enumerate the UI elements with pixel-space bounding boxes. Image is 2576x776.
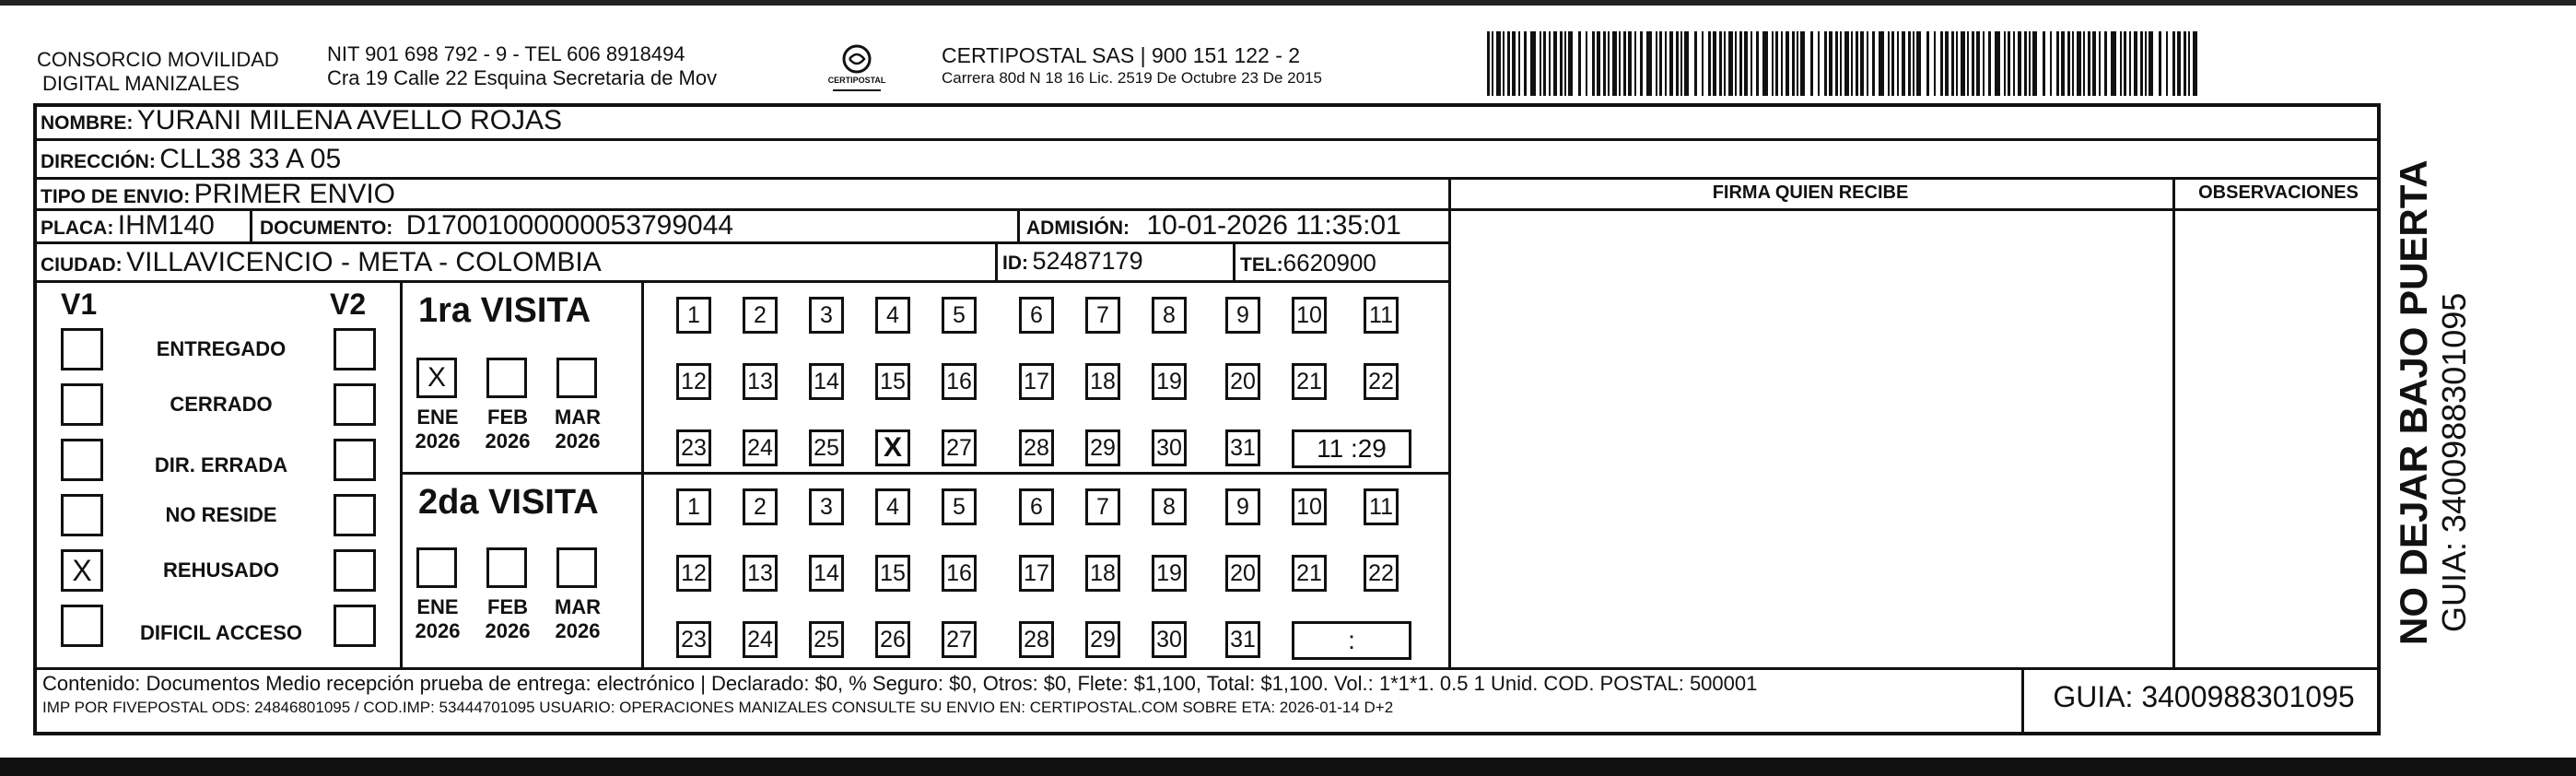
barcode-bar (1891, 31, 1894, 96)
barcode-bar (2124, 31, 2126, 96)
barcode-bar (1512, 31, 1516, 96)
nombre-label: NOMBRE: (41, 112, 134, 134)
company-line1: CONSORCIO MOVILIDAD (37, 48, 279, 71)
v2-checkbox[interactable] (334, 439, 376, 481)
col-line-months (641, 280, 644, 667)
footer-content (42, 671, 2014, 719)
second-visit-day[interactable]: 1 (676, 488, 711, 525)
second-visit-day[interactable]: 9 (1225, 488, 1260, 525)
col-line-admision (1017, 208, 1020, 241)
barcode-bar (1684, 31, 1689, 96)
barcode-bar (1772, 31, 1774, 96)
ciudad-label: CIUDAD: (41, 254, 123, 276)
first-visit-title: 1ra VISITA (418, 291, 591, 330)
barcode-bar (1553, 31, 1557, 96)
barcode-bar (1503, 31, 1505, 96)
first-visit-day[interactable]: 21 (1292, 363, 1327, 400)
second-visit-day[interactable]: 8 (1152, 488, 1187, 525)
second-visit-day[interactable]: 3 (809, 488, 844, 525)
barcode-bar (1792, 31, 1795, 96)
direccion-value: CLL38 33 A 05 (159, 144, 342, 174)
direccion-label: DIRECCIÓN: (41, 151, 156, 172)
barcode-bar (2129, 31, 2131, 96)
barcode-bar (1844, 31, 1849, 96)
v2-checkbox[interactable] (334, 494, 376, 536)
first-visit-day[interactable]: 15 (875, 363, 910, 400)
barcode-bar (1623, 31, 1626, 96)
second-visit-day[interactable]: 17 (1019, 555, 1054, 592)
tipo-envio-label: TIPO DE ENVIO: (41, 186, 191, 207)
second-visit-day[interactable]: 4 (875, 488, 910, 525)
second-visit-title: 2da VISITA (418, 483, 599, 522)
first-visit-month-name: MAR (554, 406, 602, 429)
row-line-header-right (1448, 208, 2381, 211)
first-visit-day[interactable]: 19 (1152, 363, 1187, 400)
second-visit-day[interactable]: 18 (1085, 555, 1120, 592)
barcode-bar (1976, 31, 1980, 96)
v1-checkbox[interactable] (61, 494, 103, 536)
barcode-bar (1728, 31, 1733, 96)
barcode-bar (2172, 31, 2175, 96)
first-visit-month-name: FEB (487, 406, 528, 429)
barcode-bar (2140, 31, 2143, 96)
barcode-bar (1492, 31, 1493, 96)
barcode-bar (1669, 31, 1673, 96)
footer-guia: GUIA: 3400988301095 (2053, 680, 2355, 713)
barcode-bar (2177, 31, 2181, 96)
status-label: CERRADO (170, 393, 273, 416)
first-visit-day[interactable]: 18 (1085, 363, 1120, 400)
barcode-bar (1940, 31, 1943, 96)
barcode-bar (1818, 31, 1820, 96)
second-visit-month-year: 2026 (415, 619, 461, 642)
documento-label: DOCUMENTO: (260, 218, 393, 239)
barcode-bar (1961, 31, 1965, 96)
barcode-bar (1888, 31, 1890, 96)
barcode-bar (1603, 31, 1606, 96)
admision-value: 10-01-2026 11:35:01 (1146, 210, 1401, 241)
barcode-bar (1487, 31, 1490, 96)
tipo-envio-value: PRIMER ENVIO (193, 179, 396, 209)
barcode-bar (1646, 31, 1652, 96)
barcode-bar (1507, 31, 1510, 96)
v2-checkbox[interactable] (334, 605, 376, 647)
barcode-bar (2184, 31, 2186, 96)
row-line-5 (33, 280, 1448, 283)
barcode-bar (2193, 31, 2197, 96)
barcode-bar (1835, 31, 1838, 96)
barcode-bar (1908, 31, 1911, 96)
first-visit-day[interactable]: 25 (809, 429, 844, 466)
barcode-bar (2061, 31, 2065, 96)
tel-cell (1240, 249, 1376, 277)
barcode-bar (1995, 31, 2000, 96)
second-visit-day[interactable]: 2 (743, 488, 778, 525)
observaciones-header: OBSERVACIONES (2198, 182, 2359, 203)
first-visit-day[interactable]: 13 (743, 363, 778, 400)
first-visit-day[interactable]: 24 (743, 429, 778, 466)
barcode-bar (1578, 31, 1581, 96)
barcode-bar (2008, 31, 2010, 96)
documento-cell (260, 210, 733, 241)
row-line-4 (33, 241, 1448, 244)
first-visit-day[interactable]: 5 (942, 297, 977, 334)
second-visit-day[interactable]: 15 (875, 555, 910, 592)
first-visit-month-year: 2026 (415, 429, 461, 453)
first-visit-day[interactable]: 28 (1019, 429, 1054, 466)
barcode-bar (2056, 31, 2059, 96)
barcode-bar (1739, 31, 1742, 96)
second-visit-month-checkbox[interactable] (486, 547, 527, 588)
barcode-bar (1781, 31, 1783, 96)
col-line-status (400, 280, 403, 667)
status-label: DIR. ERRADA (154, 453, 288, 476)
second-visit-day[interactable]: 23 (676, 621, 711, 658)
barcode-bar (1762, 31, 1768, 96)
barcode-bar (1719, 31, 1722, 96)
v1-checkbox[interactable] (61, 383, 103, 426)
barcode-bar (2166, 31, 2168, 96)
second-visit-day[interactable]: 6 (1019, 488, 1054, 525)
barcode-bar (1824, 31, 1827, 96)
barcode-bar (2099, 31, 2101, 96)
barcode-bar (1568, 31, 1573, 96)
first-visit-day[interactable]: 30 (1152, 429, 1187, 466)
status-label: DIFICIL ACCESO (139, 621, 302, 644)
first-visit-month-year: 2026 (485, 429, 531, 453)
tel-value: 6620900 (1282, 249, 1376, 276)
barcode-bar (1800, 31, 1805, 96)
nombre-value: YURANI MILENA AVELLO ROJAS (136, 105, 563, 135)
barcode-bar (1867, 31, 1868, 96)
first-visit-day[interactable]: 23 (676, 429, 711, 466)
second-visit-day[interactable]: 7 (1085, 488, 1120, 525)
barcode-bar (2083, 31, 2085, 96)
second-visit-day[interactable]: 28 (1019, 621, 1054, 658)
first-visit-day[interactable]: 10 (1292, 297, 1327, 334)
barcode-bar (2029, 31, 2031, 96)
barcode-bar (1829, 31, 1832, 96)
admision-cell (1026, 210, 1401, 241)
second-visit-day[interactable]: 10 (1292, 488, 1327, 525)
barcode-bar (1945, 31, 1949, 96)
barcode-bar (1619, 31, 1621, 96)
first-visit-day[interactable]: 12 (676, 363, 711, 400)
courier-info (942, 42, 1322, 88)
barcode-bar (1676, 31, 1679, 96)
barcode-bar (1549, 31, 1551, 96)
second-visit-day[interactable]: 21 (1292, 555, 1327, 592)
nit-line1: NIT 901 698 792 - 9 - TEL 606 8918494 (327, 42, 685, 65)
barcode-bar (1560, 31, 1563, 96)
col-line-guia-footer (2021, 667, 2024, 735)
first-visit-month-checkbox[interactable] (486, 358, 527, 398)
v2-checkbox[interactable] (334, 383, 376, 426)
barcode-bar (1518, 31, 1520, 96)
barcode-bar (2077, 31, 2081, 96)
barcode-bar (1608, 31, 1610, 96)
first-visit-month-year: 2026 (555, 429, 601, 453)
id-value: 52487179 (1032, 247, 1143, 275)
barcode-bar (2134, 31, 2137, 96)
first-visit-day[interactable]: 8 (1152, 297, 1187, 334)
barcode-bar (1744, 31, 1748, 96)
barcode-bar (1956, 31, 1958, 96)
barcode-bar (1656, 31, 1657, 96)
barcode-bar (1540, 31, 1541, 96)
barcode-bar (1751, 31, 1752, 96)
first-visit-day[interactable]: 11 (1364, 297, 1399, 334)
certipostal-logo (829, 42, 884, 94)
row-line-1 (33, 138, 2381, 141)
second-visit-month-name: FEB (487, 595, 528, 618)
status-label: REHUSADO (163, 558, 279, 582)
barcode-bar (1756, 31, 1759, 96)
col-line-tel (1233, 241, 1235, 280)
second-visit-day[interactable]: 30 (1152, 621, 1187, 658)
second-visit-day[interactable]: 29 (1085, 621, 1120, 658)
courier-line2: Carrera 80d N 18 16 Lic. 2519 De Octubre 23 De 2015 (942, 69, 1322, 87)
second-visit-month-name: MAR (554, 595, 602, 618)
second-visit-month-name: ENE (416, 595, 459, 618)
barcode-bar (1913, 31, 1914, 96)
id-cell (1002, 247, 1143, 276)
second-visit-month-checkbox[interactable] (416, 547, 457, 588)
bottom-edge (0, 758, 2576, 776)
barcode-bar (2050, 31, 2052, 96)
barcode-bar (1530, 31, 1536, 96)
status-label: ENTREGADO (156, 337, 287, 360)
v1-header: V1 (61, 288, 98, 321)
barcode-bar (1797, 31, 1798, 96)
side-text (2392, 37, 2484, 645)
barcode-bar (1680, 31, 1682, 96)
barcode-bar (1543, 31, 1546, 96)
tipo-envio-row (41, 179, 395, 210)
logo-text: CERTIPOSTAL (827, 76, 886, 85)
barcode-bar (1840, 31, 1842, 96)
barcode-bar (1659, 31, 1662, 96)
first-visit-day[interactable]: 20 (1225, 363, 1260, 400)
second-visit-day[interactable]: 25 (809, 621, 844, 658)
barcode-bar (1735, 31, 1737, 96)
barcode-bar (1524, 31, 1527, 96)
second-visit-day[interactable]: 20 (1225, 555, 1260, 592)
barcode-bar (1967, 31, 1969, 96)
first-visit-day[interactable]: 27 (942, 429, 977, 466)
v2-header: V2 (330, 288, 367, 321)
barcode-bar (1612, 31, 1617, 96)
barcode-bar (1897, 31, 1899, 96)
company-nit (327, 42, 717, 90)
barcode-bar (2013, 31, 2015, 96)
first-visit-month-name: ENE (416, 406, 459, 429)
barcode-bar (1786, 31, 1789, 96)
second-visit-day[interactable]: 16 (942, 555, 977, 592)
barcode-bar (1665, 31, 1667, 96)
first-visit-day[interactable]: 7 (1085, 297, 1120, 334)
barcode-bar (1934, 31, 1936, 96)
tel-label: TEL: (1240, 254, 1283, 276)
barcode-bar (1713, 31, 1716, 96)
first-visit-day[interactable]: 9 (1225, 297, 1260, 334)
first-visit-day[interactable]: 2 (743, 297, 778, 334)
footer-line (33, 667, 2381, 670)
nit-line2: Cra 19 Calle 22 Esquina Secretaria de Mov (327, 66, 718, 89)
second-visit-day[interactable]: 13 (743, 555, 778, 592)
footer-line2: IMP POR FIVEPOSTAL ODS: 24846801095 / COD.IMP: 53444701095 USUARIO: OPERACIONES MANIZALES CONSULTE SU ENVIO EN: CERTIPOSTAL.COM SOBRE ETA: 2026-01-14 D+2 (42, 699, 1394, 716)
barcode-bar (1640, 31, 1643, 96)
placa-value: IHM140 (117, 210, 215, 241)
first-visit-day[interactable]: 1 (676, 297, 711, 334)
barcode-bar (2043, 31, 2045, 96)
first-visit-month-checkbox[interactable]: X (416, 358, 457, 398)
second-visit-time-box[interactable]: : (1292, 621, 1411, 660)
side-title: NO DEJAR BAJO PUERTA (2392, 159, 2435, 645)
barcode-bar (1628, 31, 1632, 96)
v2-checkbox[interactable] (334, 328, 376, 370)
first-visit-time-box[interactable]: 11 :29 (1292, 429, 1411, 468)
first-visit-day[interactable]: 6 (1019, 297, 1054, 334)
barcode-bar (1916, 31, 1921, 96)
ciudad-cell (41, 247, 602, 278)
barcode-bar (2088, 31, 2090, 96)
barcode-bar (2067, 31, 2070, 96)
barcode-bar (2149, 31, 2153, 96)
second-visit-day[interactable]: 14 (809, 555, 844, 592)
nombre-row (41, 105, 562, 136)
barcode-bar (2092, 31, 2096, 96)
first-visit-month-checkbox[interactable] (556, 358, 597, 398)
barcode-bar (1902, 31, 1905, 96)
barcode-bar (2018, 31, 2021, 96)
first-visit-day[interactable]: 31 (1225, 429, 1260, 466)
second-visit-day[interactable]: 31 (1225, 621, 1260, 658)
first-visit-day[interactable]: 14 (809, 363, 844, 400)
first-visit-day[interactable]: 17 (1019, 363, 1054, 400)
second-visit-day[interactable]: 5 (942, 488, 977, 525)
company-line2: DIGITAL MANIZALES (42, 72, 240, 95)
placa-label: PLACA: (41, 218, 114, 239)
barcode-bar (2145, 31, 2147, 96)
v2-checkbox[interactable] (334, 549, 376, 592)
barcode-bar (1860, 31, 1864, 96)
ciudad-value: VILLAVICENCIO - META - COLOMBIA (126, 247, 602, 277)
top-edge (0, 0, 2576, 6)
second-visit-day[interactable]: 27 (942, 621, 977, 658)
barcode-bar (2104, 31, 2107, 96)
admision-label: ADMISIÓN: (1026, 218, 1130, 239)
second-visit-day[interactable]: 26 (875, 621, 910, 658)
documento-value: D17001000000053799044 (405, 210, 734, 241)
firma-header: FIRMA QUIEN RECIBE (1712, 182, 1909, 203)
barcode (1487, 31, 2200, 96)
barcode-bar (2159, 31, 2161, 96)
second-visit-month-checkbox[interactable] (556, 547, 597, 588)
second-visit-day[interactable]: 11 (1364, 488, 1399, 525)
barcode-bar (1972, 31, 1974, 96)
second-visit-day[interactable]: 12 (676, 555, 711, 592)
v1-checkbox[interactable]: X (61, 549, 103, 592)
barcode-bar (2111, 31, 2116, 96)
barcode-bar (1592, 31, 1595, 96)
footer-line1: Contenido: Documentos Medio recepción prueba de entrega: electrónico | Declarado: $0, % Seguro: $0, Otros: $0, Flete: $1,100, Total: $1,100. Vol.: 1*1*1. 0.5 1 Unid. COD. POSTAL: 500001 (42, 672, 1758, 695)
first-visit-day[interactable]: 29 (1085, 429, 1120, 466)
barcode-bar (1879, 31, 1884, 96)
first-visit-day[interactable]: 3 (809, 297, 844, 334)
side-guia: GUIA: 3400988301095 (2435, 292, 2473, 632)
col-line-id (995, 241, 998, 280)
barcode-bar (2032, 31, 2037, 96)
barcode-bar (2004, 31, 2006, 96)
second-visit-month-year: 2026 (485, 619, 531, 642)
courier-line1: CERTIPOSTAL SAS | 900 151 122 - 2 (942, 43, 1301, 67)
first-visit-day[interactable]: X (875, 429, 910, 466)
barcode-bar (1694, 31, 1697, 96)
barcode-bar (1988, 31, 1991, 96)
barcode-bar (1564, 31, 1566, 96)
barcode-bar (1702, 31, 1704, 96)
barcode-bar (1856, 31, 1858, 96)
barcode-bar (2072, 31, 2074, 96)
placa-cell (41, 210, 215, 241)
first-visit-day[interactable]: 4 (875, 297, 910, 334)
v1-checkbox[interactable] (61, 605, 103, 647)
second-visit-month-year: 2026 (555, 619, 601, 642)
barcode-bar (1810, 31, 1813, 96)
id-label: ID: (1002, 253, 1028, 274)
barcode-bar (1708, 31, 1711, 96)
col-line-obs (2172, 177, 2175, 667)
barcode-bar (1951, 31, 1954, 96)
barcode-bar (1926, 31, 1929, 96)
barcode-bar (1775, 31, 1778, 96)
visit-divider (400, 472, 1448, 475)
second-visit-day[interactable]: 19 (1152, 555, 1187, 592)
v1-checkbox[interactable] (61, 328, 103, 370)
second-visit-day[interactable]: 22 (1364, 555, 1399, 592)
barcode-bar (2024, 31, 2027, 96)
barcode-bar (1496, 31, 1501, 96)
barcode-bar (2120, 31, 2122, 96)
v1-checkbox[interactable] (61, 439, 103, 481)
first-visit-day[interactable]: 22 (1364, 363, 1399, 400)
barcode-bar (1872, 31, 1875, 96)
second-visit-day[interactable]: 24 (743, 621, 778, 658)
company-name (37, 48, 279, 96)
barcode-bar (1983, 31, 1985, 96)
barcode-bar (1634, 31, 1636, 96)
barcode-bar (1724, 31, 1726, 96)
first-visit-day[interactable]: 16 (942, 363, 977, 400)
direccion-row (41, 144, 341, 175)
col-line-doc (250, 208, 252, 241)
status-label: NO RESIDE (165, 503, 277, 526)
barcode-bar (1851, 31, 1853, 96)
barcode-bar (2188, 31, 2190, 96)
barcode-bar (1597, 31, 1600, 96)
barcode-bar (1586, 31, 1587, 96)
col-line-right (1448, 177, 1451, 667)
